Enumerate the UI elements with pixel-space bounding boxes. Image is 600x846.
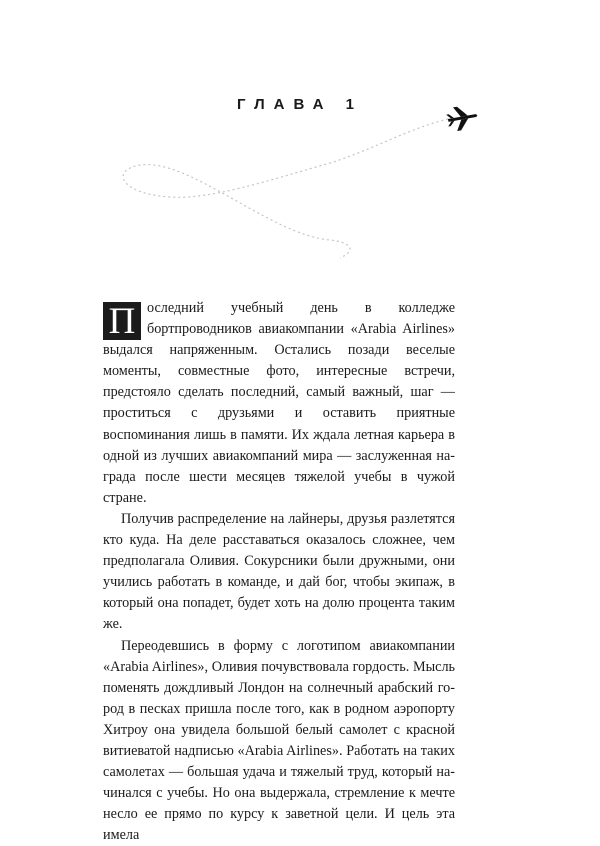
paragraph-3: Переодевшись в форму с логотипом авиакомпании «Arabia Airlines», Оливия почувствовала гордость. Мысль поменять дождливый Лондон на солнечный арабский город в песках пришла после того, как в родном аэропорту Хитроу она увидела большой белый самолет с красной витиеватой надписью «Arabia Airlines». Работать на таких самолетах — большая удача и тяжелый труд, который начинался с учебы. Но она выдержала, стремление к мечте несло ее прямо по курсу к заветной цели. И цель эта имела xyxy=(103,636,455,846)
dotted-flight-trail xyxy=(123,119,448,258)
paragraph-2: Получив распределение на лайнеры, друзья разлетятся кто куда. На деле расставаться оказалось сложнее, чем предполагала Оливия. Сокурсники были дружными, они учились работать в команде, и дай бог, чтобы экипаж, в который она попадет, будет хоть на долю процента таким же. xyxy=(103,509,455,636)
dropcap-letter: П xyxy=(103,302,141,340)
paragraph-1 xyxy=(103,298,455,509)
chapter-title: ГЛАВА 1 xyxy=(0,96,600,113)
body-text xyxy=(103,298,455,846)
paragraph-1-text: оследний учебный день в колледже бортпроводников авиакомпании «Arabia Airlines» выдался напряженным. Остались позади веселые моменты, совместные фото, интересные встречи, предстояло сделать последний, самый важный, шаг — проститься с друзьями и оставить приятные воспоминания лишь в памяти. Их ждала летная карьера в одной из лучших авиакомпаний мира — заслуженная награда после шести месяцев тяжелой учебы в чужой стране. xyxy=(103,300,455,506)
flight-path-decoration xyxy=(0,0,600,300)
